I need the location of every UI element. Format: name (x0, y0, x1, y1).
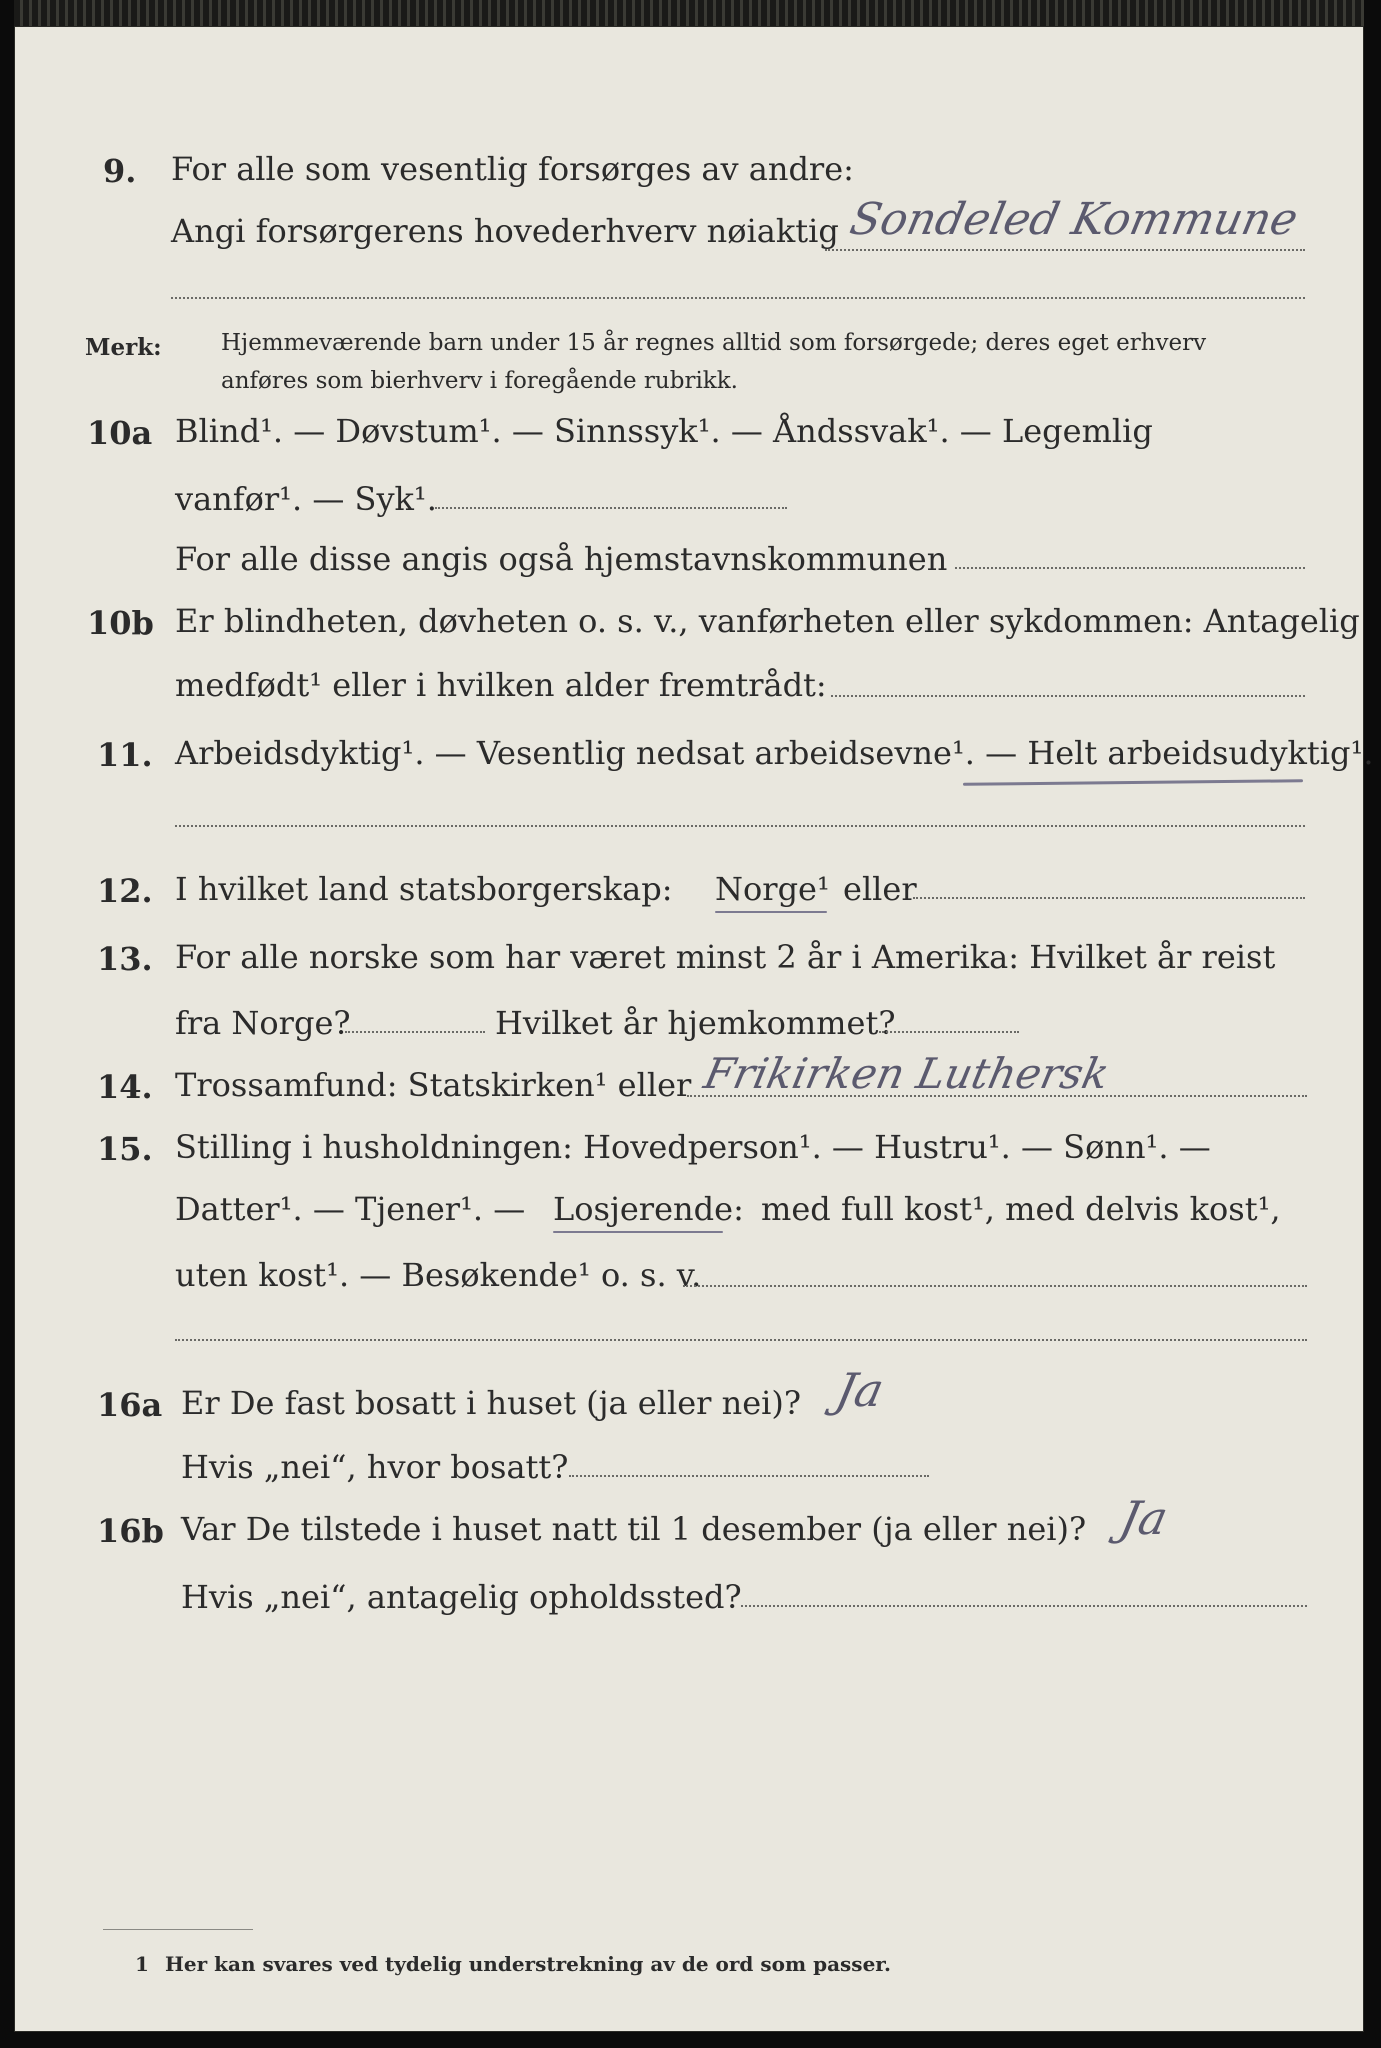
q12-norge-underline (715, 911, 827, 913)
q16a-number: 16a (97, 1386, 163, 1424)
q15-answer-line (683, 1285, 1307, 1287)
q13-number: 13. (97, 940, 153, 978)
q10b-line1: Er blindheten, døvheten o. s. v., vanførheten eller sykdommen: Antagelig (175, 602, 1360, 640)
q13-line2a: fra Norge? (175, 1004, 351, 1042)
footnote-mark: 1 (135, 1952, 149, 1976)
q12-eller: eller (843, 870, 917, 908)
q16a-line1: Er De fast bosatt i huset (ja eller nei)? (181, 1384, 802, 1422)
q9-line2: Angi forsørgerens hovederhverv nøiaktig (171, 212, 839, 250)
q12-number: 12. (97, 872, 153, 910)
q10a-hjemstavn-line (955, 567, 1305, 569)
footnote-rule (103, 1929, 253, 1930)
q9-extra-line (171, 297, 1305, 299)
census-form-page (14, 26, 1374, 2032)
q16b-number: 16b (97, 1512, 164, 1550)
merk-label: Merk: (85, 334, 162, 361)
q9-number: 9. (103, 152, 137, 190)
q13-line2b: Hvilket år hjemkommet? (495, 1004, 896, 1042)
q12-norge: Norge¹ (715, 870, 830, 908)
q11-extra-line (175, 825, 1305, 827)
q16b-answer-line (741, 1605, 1307, 1607)
q16a-answer-line (569, 1475, 929, 1477)
q15-line2a: Datter¹. — Tjener¹. — (175, 1190, 526, 1228)
q15-losjerende: Losjerende: (553, 1190, 744, 1228)
scan-top-edge (14, 0, 1364, 26)
q13-line1: For alle norske som har været minst 2 år i Amerika: Hvilket år reist (175, 938, 1276, 976)
merk-line1: Hjemmeværende barn under 15 år regnes alltid som forsørgede; deres eget erhverv (221, 330, 1207, 356)
q10a-number: 10a (87, 414, 153, 452)
q15-extra-line (175, 1339, 1307, 1341)
q16b-handwritten-answer: Ja (1115, 1491, 1173, 1545)
q13-hjemkommet-line (879, 1031, 1019, 1033)
q14-line1: Trossamfund: Statskirken¹ eller (175, 1066, 692, 1104)
q16b-line2: Hvis „nei“, antagelig opholdssted? (181, 1578, 742, 1616)
q15-losjerende-underline (553, 1231, 723, 1233)
q13-reist-line (345, 1031, 485, 1033)
q16b-line1: Var De tilstede i huset natt til 1 desember (ja eller nei)? (181, 1510, 1087, 1548)
q9-line1: For alle som vesentlig forsørges av andre: (171, 150, 854, 188)
q12-answer-line (913, 897, 1305, 899)
footnote-text: Her kan svares ved tydelig understrekning av de ord som passer. (165, 1952, 891, 1976)
merk-line2: anføres som bierhverv i foregående rubrikk. (221, 368, 738, 394)
q10b-number: 10b (87, 604, 154, 642)
q11-handwritten-underline (963, 779, 1303, 786)
q10b-answer-line (831, 695, 1305, 697)
q9-answer-line (825, 249, 1305, 251)
q14-handwritten-answer: Frikirken Luthersk (699, 1049, 1114, 1098)
q15-number: 15. (97, 1130, 153, 1168)
q15-line3: uten kost¹. — Besøkende¹ o. s. v. (175, 1256, 702, 1294)
q16a-line2: Hvis „nei“, hvor bosatt? (181, 1448, 569, 1486)
q15-line1: Stilling i husholdningen: Hovedperson¹. — Hustru¹. — Sønn¹. — (175, 1128, 1211, 1166)
q10a-line2: vanfør¹. — Syk¹. (175, 480, 437, 518)
q10b-line2: medfødt¹ eller i hvilken alder fremtrådt: (175, 666, 827, 704)
q15-line2c: med full kost¹, med delvis kost¹, (761, 1190, 1281, 1228)
q10a-line1: Blind¹. — Døvstum¹. — Sinnssyk¹. — Åndssvak¹. — Legemlig (175, 412, 1153, 450)
q16a-handwritten-answer: Ja (831, 1363, 889, 1417)
q14-number: 14. (97, 1068, 153, 1106)
q10a-syk-line (435, 507, 787, 509)
q11-number: 11. (97, 736, 153, 774)
q11-line1: Arbeidsdyktig¹. — Vesentlig nedsat arbeidsevne¹. — Helt arbeidsudyktig¹. (175, 734, 1374, 772)
q12-line1: I hvilket land statsborgerskap: (175, 870, 673, 908)
q10a-line3: For alle disse angis også hjemstavnskommunen (175, 540, 948, 578)
q9-handwritten-answer: Sondeled Kommune (845, 194, 1303, 245)
